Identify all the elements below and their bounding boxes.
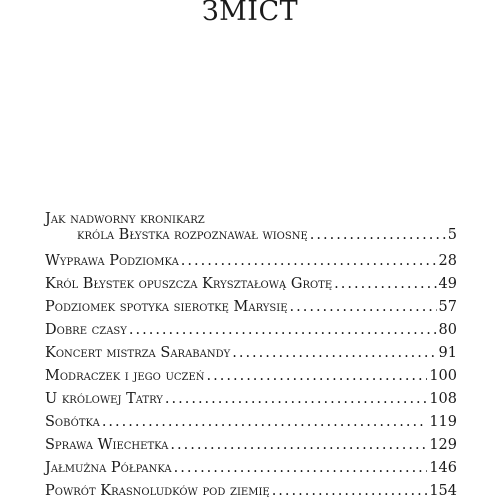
page-title: ЗМІСТ: [201, 0, 299, 27]
dot-leader: [207, 365, 428, 388]
toc-entry[interactable]: [45, 319, 457, 342]
dot-leader: [290, 296, 437, 319]
toc-entry[interactable]: [45, 411, 457, 434]
toc-entry-page: 49: [438, 276, 457, 292]
toc-entry[interactable]: [45, 365, 457, 388]
toc-entry-title: Król Błystek opuszcza Kryształową Grotę: [45, 276, 333, 292]
toc-entry[interactable]: [45, 434, 457, 457]
table-of-contents: [45, 211, 457, 503]
toc-entry-page: 91: [438, 345, 457, 361]
toc-entry-title: Sprawa Wiechetka: [45, 437, 169, 453]
toc-entry-page: 28: [438, 253, 457, 269]
toc-entry[interactable]: [45, 457, 457, 480]
toc-entry-page: 146: [429, 460, 457, 476]
toc-entry-page: 119: [429, 414, 457, 430]
dot-leader: [334, 273, 436, 296]
dot-leader: [310, 227, 446, 243]
toc-entry-page: 108: [429, 391, 457, 407]
dot-leader: [232, 342, 436, 365]
toc-entry-page: 57: [438, 299, 457, 315]
toc-entry-title: Jałmużna Półpanka: [45, 460, 172, 476]
dot-leader: [165, 388, 427, 411]
toc-entry-title: U królowej Tatry: [45, 391, 163, 407]
toc-entry-title-line2: króla Błystka rozpoznawał wiosnę: [77, 227, 308, 243]
toc-entry-first[interactable]: [45, 211, 457, 243]
toc-entry[interactable]: [45, 273, 457, 296]
dot-leader: [102, 411, 427, 434]
toc-entry[interactable]: [45, 250, 457, 273]
toc-entry-title: Sobótka: [45, 414, 100, 430]
dot-leader: [170, 434, 427, 457]
dot-leader: [129, 319, 437, 342]
dot-leader: [174, 457, 428, 480]
toc-entry-page: 80: [438, 322, 457, 338]
toc-entry-title: Dobre czasy: [45, 322, 127, 338]
dot-leader: [181, 250, 437, 273]
toc-entry[interactable]: [45, 388, 457, 411]
toc-list: [45, 250, 457, 503]
toc-entry-title: Modraczek i jego uczeń: [45, 368, 205, 384]
toc-entry-title-line1: Jak nadworny kronikarz: [45, 211, 205, 227]
toc-entry[interactable]: [45, 342, 457, 365]
toc-entry-title: Powrót Krasnoludków pod ziemię: [45, 483, 270, 499]
toc-entry-title: Podziomek spotyka sierotkę Marysię: [45, 299, 288, 315]
toc-entry-page: 154: [429, 483, 457, 499]
toc-entry-title: Koncert mistrza Sarabandy: [45, 345, 231, 361]
toc-entry[interactable]: [45, 296, 457, 319]
toc-entry-page: 100: [429, 368, 457, 384]
toc-entry-row: [45, 227, 457, 243]
toc-entry-page: 129: [429, 437, 457, 453]
toc-entry-title: Wyprawa Podziomka: [45, 253, 179, 269]
toc-entry-page: 5: [447, 227, 457, 243]
